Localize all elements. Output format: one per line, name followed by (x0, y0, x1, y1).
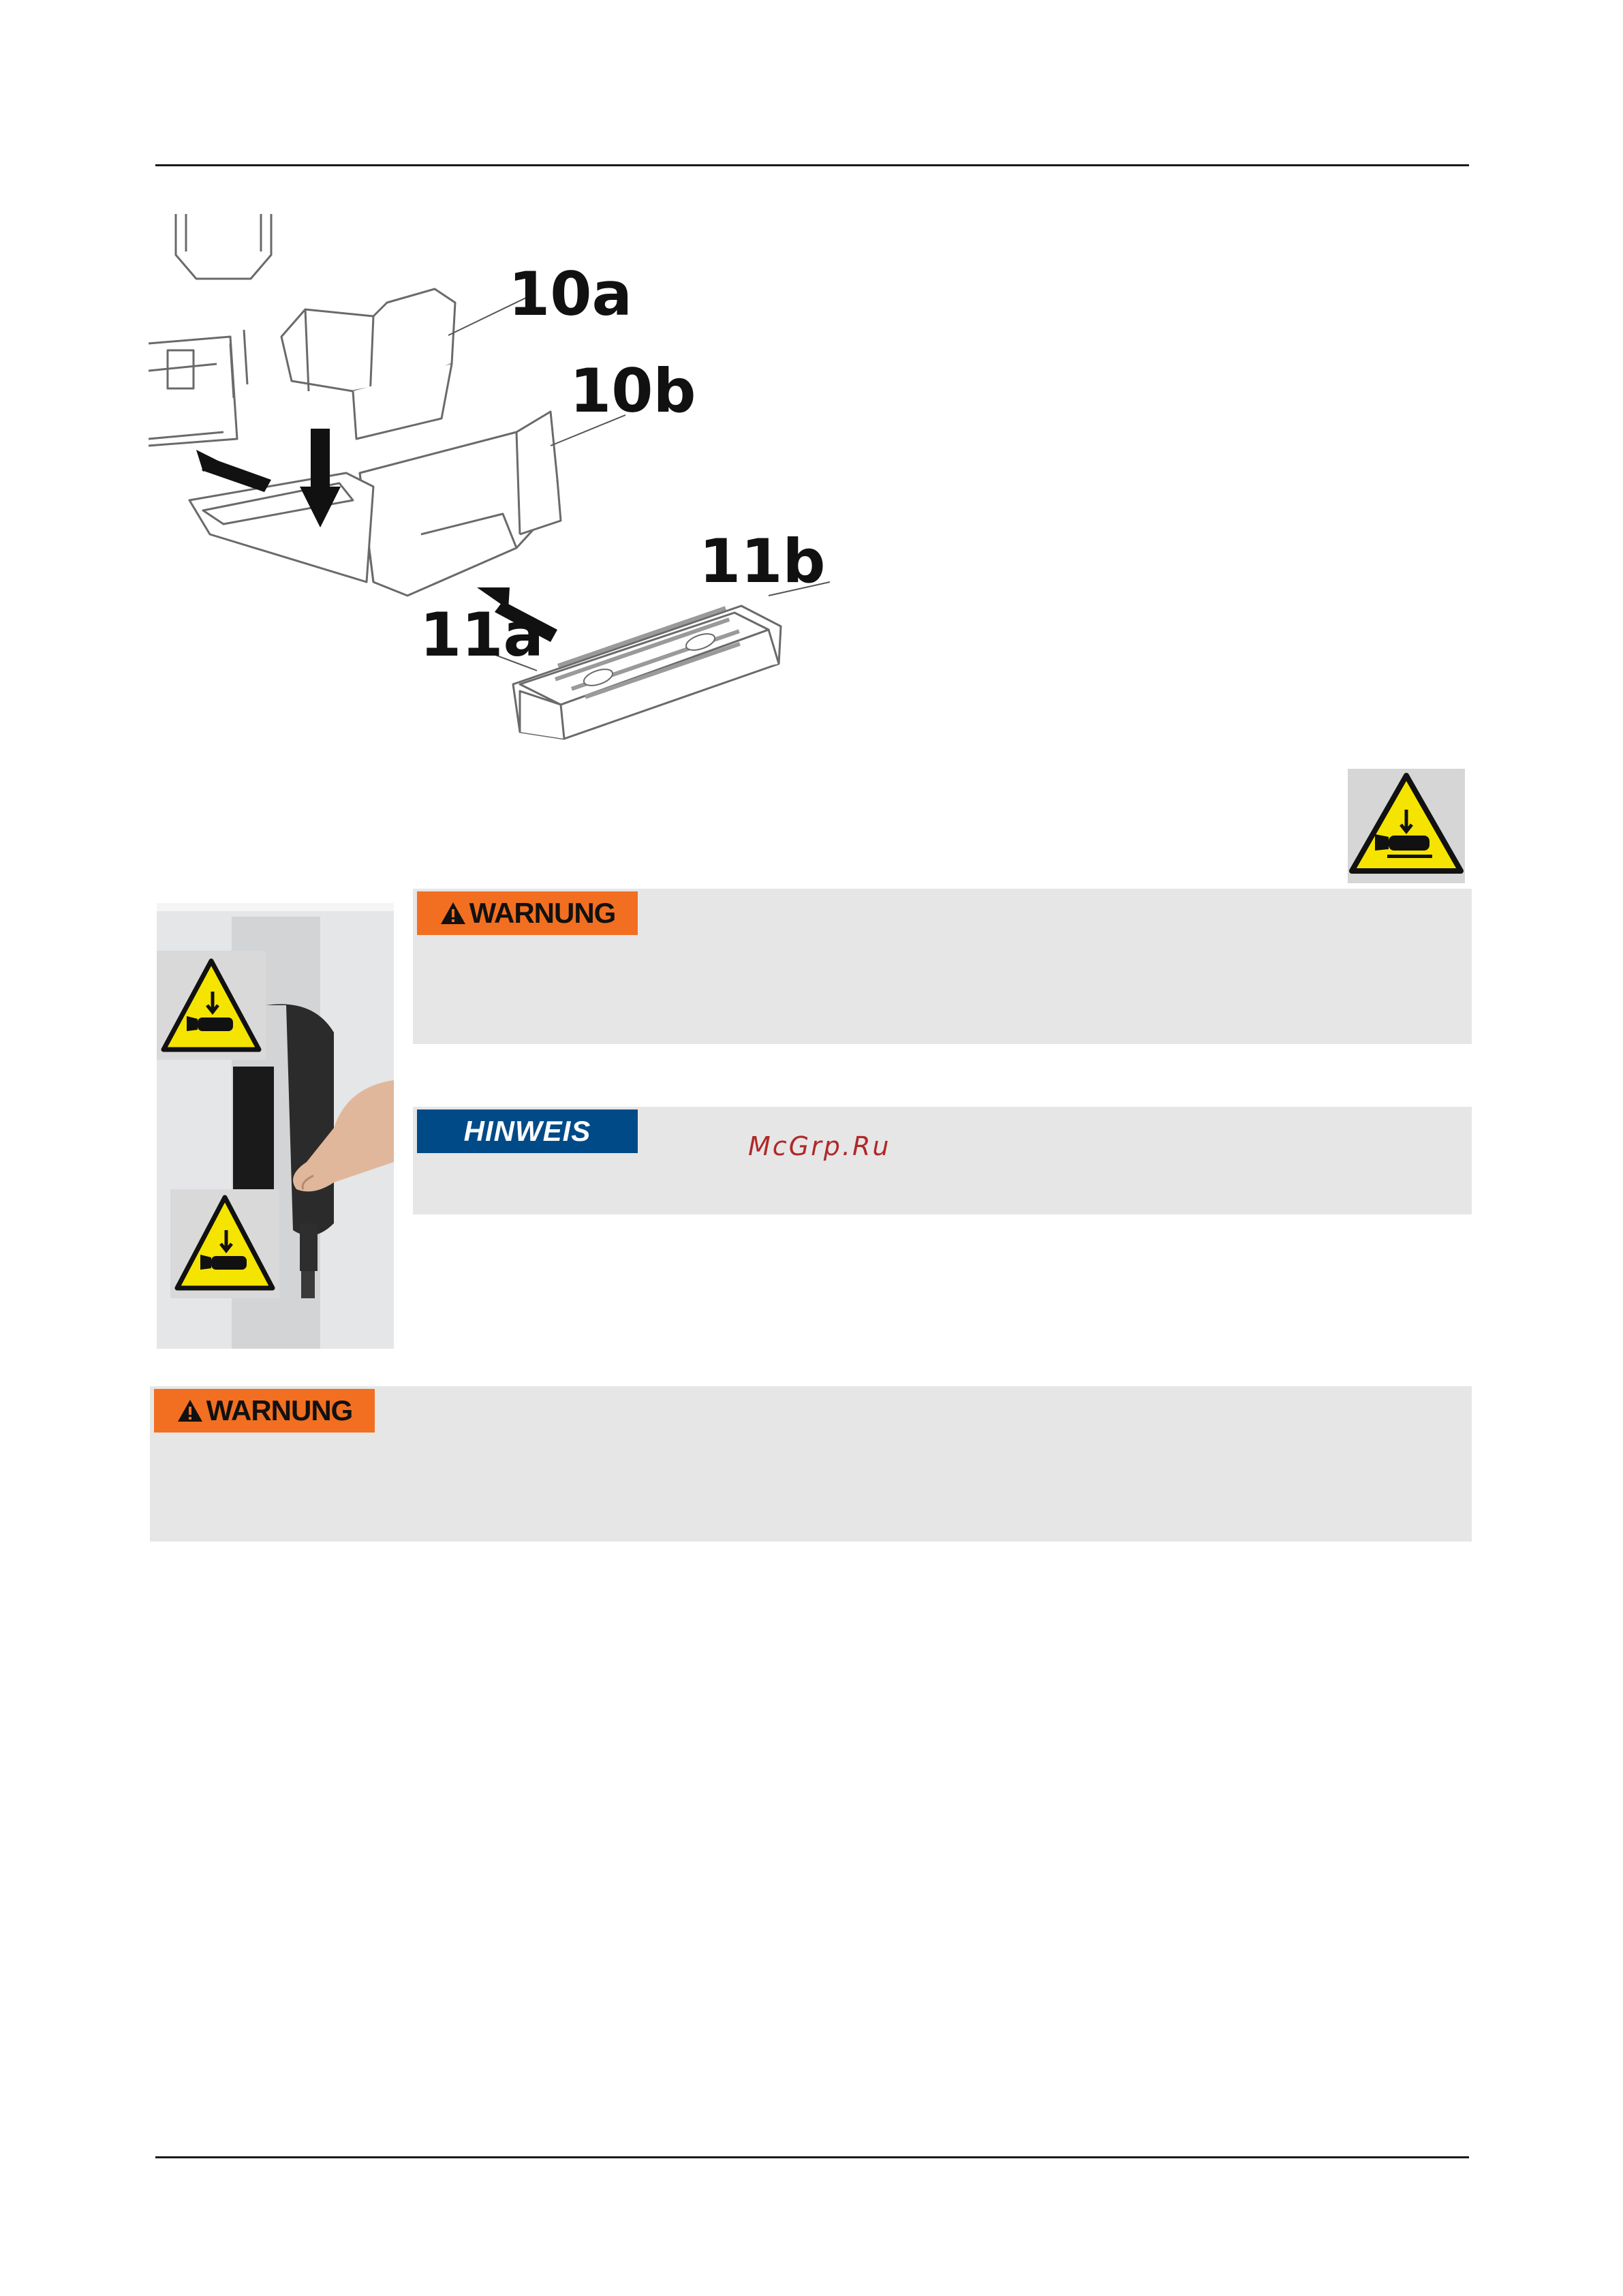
brewing-unit-handle-photo (157, 903, 394, 1349)
callout-10a: 10a (508, 259, 632, 329)
callout-11a: 11a (420, 600, 544, 670)
warning-badge (154, 1389, 375, 1433)
drip-tray-assembly-illustration (149, 214, 830, 752)
hint-badge (417, 1109, 638, 1153)
hand-crush-hazard-icon (157, 951, 266, 1060)
callout-10b: 10b (570, 356, 696, 426)
warning-triangle-icon (439, 901, 467, 925)
hint-label: HINWEIS (463, 1115, 591, 1147)
hand-crush-hazard-icon (170, 1189, 279, 1298)
warning-badge (417, 891, 638, 935)
footer-rule (155, 2156, 1469, 2158)
header-rule (155, 164, 1469, 166)
watermark: McGrp.Ru (748, 1131, 891, 1161)
callout-11b: 11b (699, 526, 826, 596)
warning-label: WARNUNG (469, 897, 616, 929)
hand-crush-hazard-icon (1348, 769, 1465, 883)
warning-label: WARNUNG (206, 1394, 353, 1426)
warning-triangle-icon (176, 1398, 204, 1423)
